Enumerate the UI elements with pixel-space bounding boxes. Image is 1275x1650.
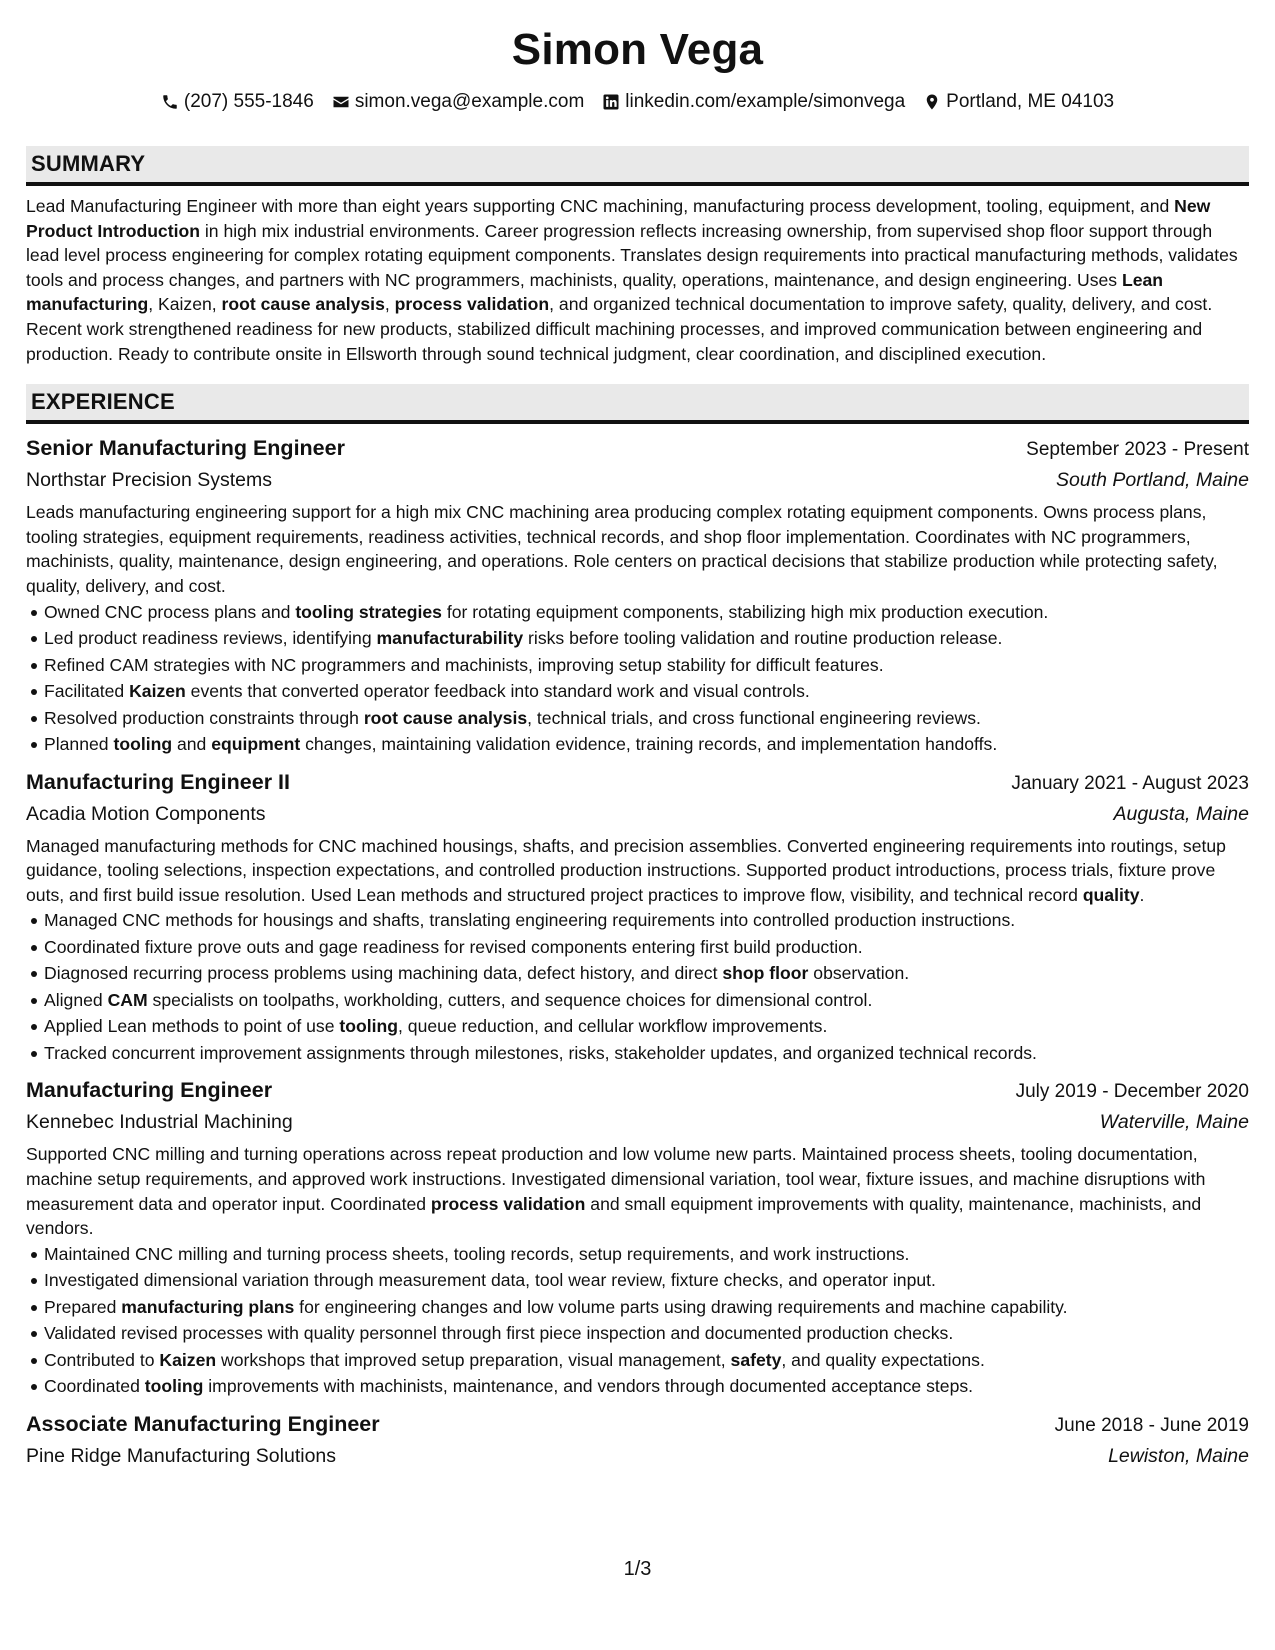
- page-number: 1/3: [623, 1558, 652, 1580]
- linkedin-icon: [602, 93, 620, 111]
- bullet-item: Owned CNC process plans and tooling strategies for rotating equipment components, stabilizing high mix production execution.: [44, 599, 1249, 626]
- job-location: Augusta, Maine: [1113, 802, 1249, 825]
- job-dates: January 2021 - August 2023: [1011, 772, 1249, 794]
- location-pin-icon: [923, 93, 941, 111]
- job-company: Acadia Motion Components: [26, 802, 266, 825]
- bullet-item: Diagnosed recurring process problems using machining data, defect history, and direct shop floor observation.: [44, 960, 1249, 987]
- job-description: Leads manufacturing engineering support for a high mix CNC machining area producing complex rotating equipment components. Owns process plans, tooling strategies, equipment requirements, readiness activities, technical records, and shop floor implementation. Coordinates with NC programmers, machinists, quality, maintenance, design engineering, and operations. Role centers on practical decisions that stabilize production while protecting safety, quality, delivery, and cost.: [26, 502, 1218, 596]
- job-location: Lewiston, Maine: [1108, 1444, 1249, 1467]
- experience-heading: EXPERIENCE: [26, 384, 1249, 424]
- job-company: Kennebec Industrial Machining: [26, 1111, 293, 1134]
- bullet-item: Applied Lean methods to point of use tooling, queue reduction, and cellular workflow improvements.: [44, 1013, 1249, 1040]
- job-dates: June 2018 - June 2019: [1054, 1414, 1249, 1436]
- job-bullets: [26, 1241, 1249, 1400]
- bullet-item: Resolved production constraints through root cause analysis, technical trials, and cross functional engineering reviews.: [44, 705, 1249, 732]
- job-bullets: [26, 907, 1249, 1066]
- bullet-item: Refined CAM strategies with NC programmers and machinists, improving setup stability for difficult features.: [44, 652, 1249, 679]
- summary-heading: SUMMARY: [26, 146, 1249, 186]
- job-entry: [26, 1075, 1249, 1399]
- bullet-item: Prepared manufacturing plans for engineering changes and low volume parts using drawing requirements and machine capability.: [44, 1294, 1249, 1321]
- phone-text: (207) 555-1846: [183, 91, 314, 112]
- bullet-item: Aligned CAM specialists on toolpaths, workholding, cutters, and sequence choices for dimensional control.: [44, 987, 1249, 1014]
- job-description: Supported CNC milling and turning operations across repeat production and low volume new parts. Maintained process sheets, tooling documentation, machine setup requirements, and approved work instructions. Investigated dimensional variation, tool wear, fixture issues, and machine disruptions with measurement data and operator input. Coordinated process validation and small equipment improvements with quality, maintenance, machinists, and vendors.: [26, 1144, 1206, 1239]
- location-text: Portland, ME 04103: [946, 91, 1115, 112]
- job-bullets: [26, 599, 1249, 758]
- contact-linkedin[interactable]: [602, 90, 905, 114]
- job-title: Associate Manufacturing Engineer: [26, 1411, 380, 1436]
- phone-icon: [161, 93, 179, 111]
- job-location: South Portland, Maine: [1056, 469, 1249, 492]
- bullet-item: Validated revised processes with quality personnel through first piece inspection and documented production checks.: [44, 1320, 1249, 1347]
- bullet-item: Facilitated Kaizen events that converted operator feedback into standard work and visual controls.: [44, 678, 1249, 705]
- job-company: Northstar Precision Systems: [26, 469, 272, 492]
- bullet-item: Coordinated tooling improvements with machinists, maintenance, and vendors through documented acceptance steps.: [44, 1373, 1249, 1400]
- bullet-item: Tracked concurrent improvement assignments through milestones, risks, stakeholder updates, and organized technical records.: [44, 1040, 1249, 1067]
- job-entry: [26, 433, 1249, 757]
- job-entry: [26, 1409, 1249, 1472]
- candidate-name: Simon Vega: [511, 25, 764, 74]
- resume-page: [26, 0, 1249, 1472]
- linkedin-text: linkedin.com/example/simonvega: [625, 91, 906, 112]
- bullet-item: Managed CNC methods for housings and shafts, translating engineering requirements into controlled production instructions.: [44, 907, 1249, 934]
- job-location: Waterville, Maine: [1099, 1111, 1249, 1134]
- bullet-item: Led product readiness reviews, identifying manufacturability risks before tooling validation and routine production release.: [44, 625, 1249, 652]
- bullet-item: Coordinated fixture prove outs and gage readiness for revised components entering first build production.: [44, 934, 1249, 961]
- contact-bar: [26, 90, 1249, 114]
- summary-text: Lead Manufacturing Engineer with more than eight years supporting CNC machining, manufacturing process development, tooling, equipment, and New Product Introduction in high mix industrial environments. Career progression reflects increasing ownership, from supervised shop floor support through lead level process engineering for complex rotating equipment components. Translates design requirements into practical manufacturing methods, validates tools and process changes, and partners with NC programmers, machinists, quality, operations, maintenance, and design engineering. Uses Lean manufacturing, Kaizen, root cause analysis, process validation, and organized technical documentation to improve safety, quality, delivery, and cost. Recent work strengthened readiness for new products, stabilized difficult machining processes, and improved communication between engineering and production. Ready to contribute onsite in Ellsworth through sound technical judgment, clear coordination, and disciplined execution.: [26, 196, 1238, 364]
- job-company: Pine Ridge Manufacturing Solutions: [26, 1444, 337, 1467]
- job-title: Manufacturing Engineer: [26, 1078, 273, 1103]
- job-list: [26, 433, 1249, 1472]
- job-title: Senior Manufacturing Engineer: [26, 436, 345, 461]
- job-title: Manufacturing Engineer II: [26, 769, 290, 794]
- bullet-item: Maintained CNC milling and turning process sheets, tooling records, setup requirements, and work instructions.: [44, 1241, 1249, 1268]
- job-description: Managed manufacturing methods for CNC machined housings, shafts, and precision assemblies. Converted engineering requirements into routings, setup guidance, tooling selections, inspection expectations, and controlled production instructions. Supported product introductions, process trials, fixture prove outs, and first build issue resolution. Used Lean methods and structured project practices to improve flow, visibility, and technical record quality.: [26, 835, 1226, 905]
- email-text: simon.vega@example.com: [354, 91, 585, 112]
- job-dates: July 2019 - December 2020: [1015, 1081, 1249, 1103]
- contact-location: [923, 90, 1114, 114]
- bullet-item: Planned tooling and equipment changes, maintaining validation evidence, training records, and implementation handoffs.: [44, 731, 1249, 758]
- job-entry: [26, 767, 1249, 1067]
- bullet-item: Contributed to Kaizen workshops that improved setup preparation, visual management, safety, and quality expectations.: [44, 1347, 1249, 1374]
- job-dates: September 2023 - Present: [1026, 439, 1249, 461]
- contact-phone: [161, 90, 314, 114]
- bullet-item: Investigated dimensional variation through measurement data, tool wear review, fixture checks, and operator input.: [44, 1267, 1249, 1294]
- contact-email[interactable]: [332, 90, 584, 114]
- envelope-icon: [332, 93, 350, 111]
